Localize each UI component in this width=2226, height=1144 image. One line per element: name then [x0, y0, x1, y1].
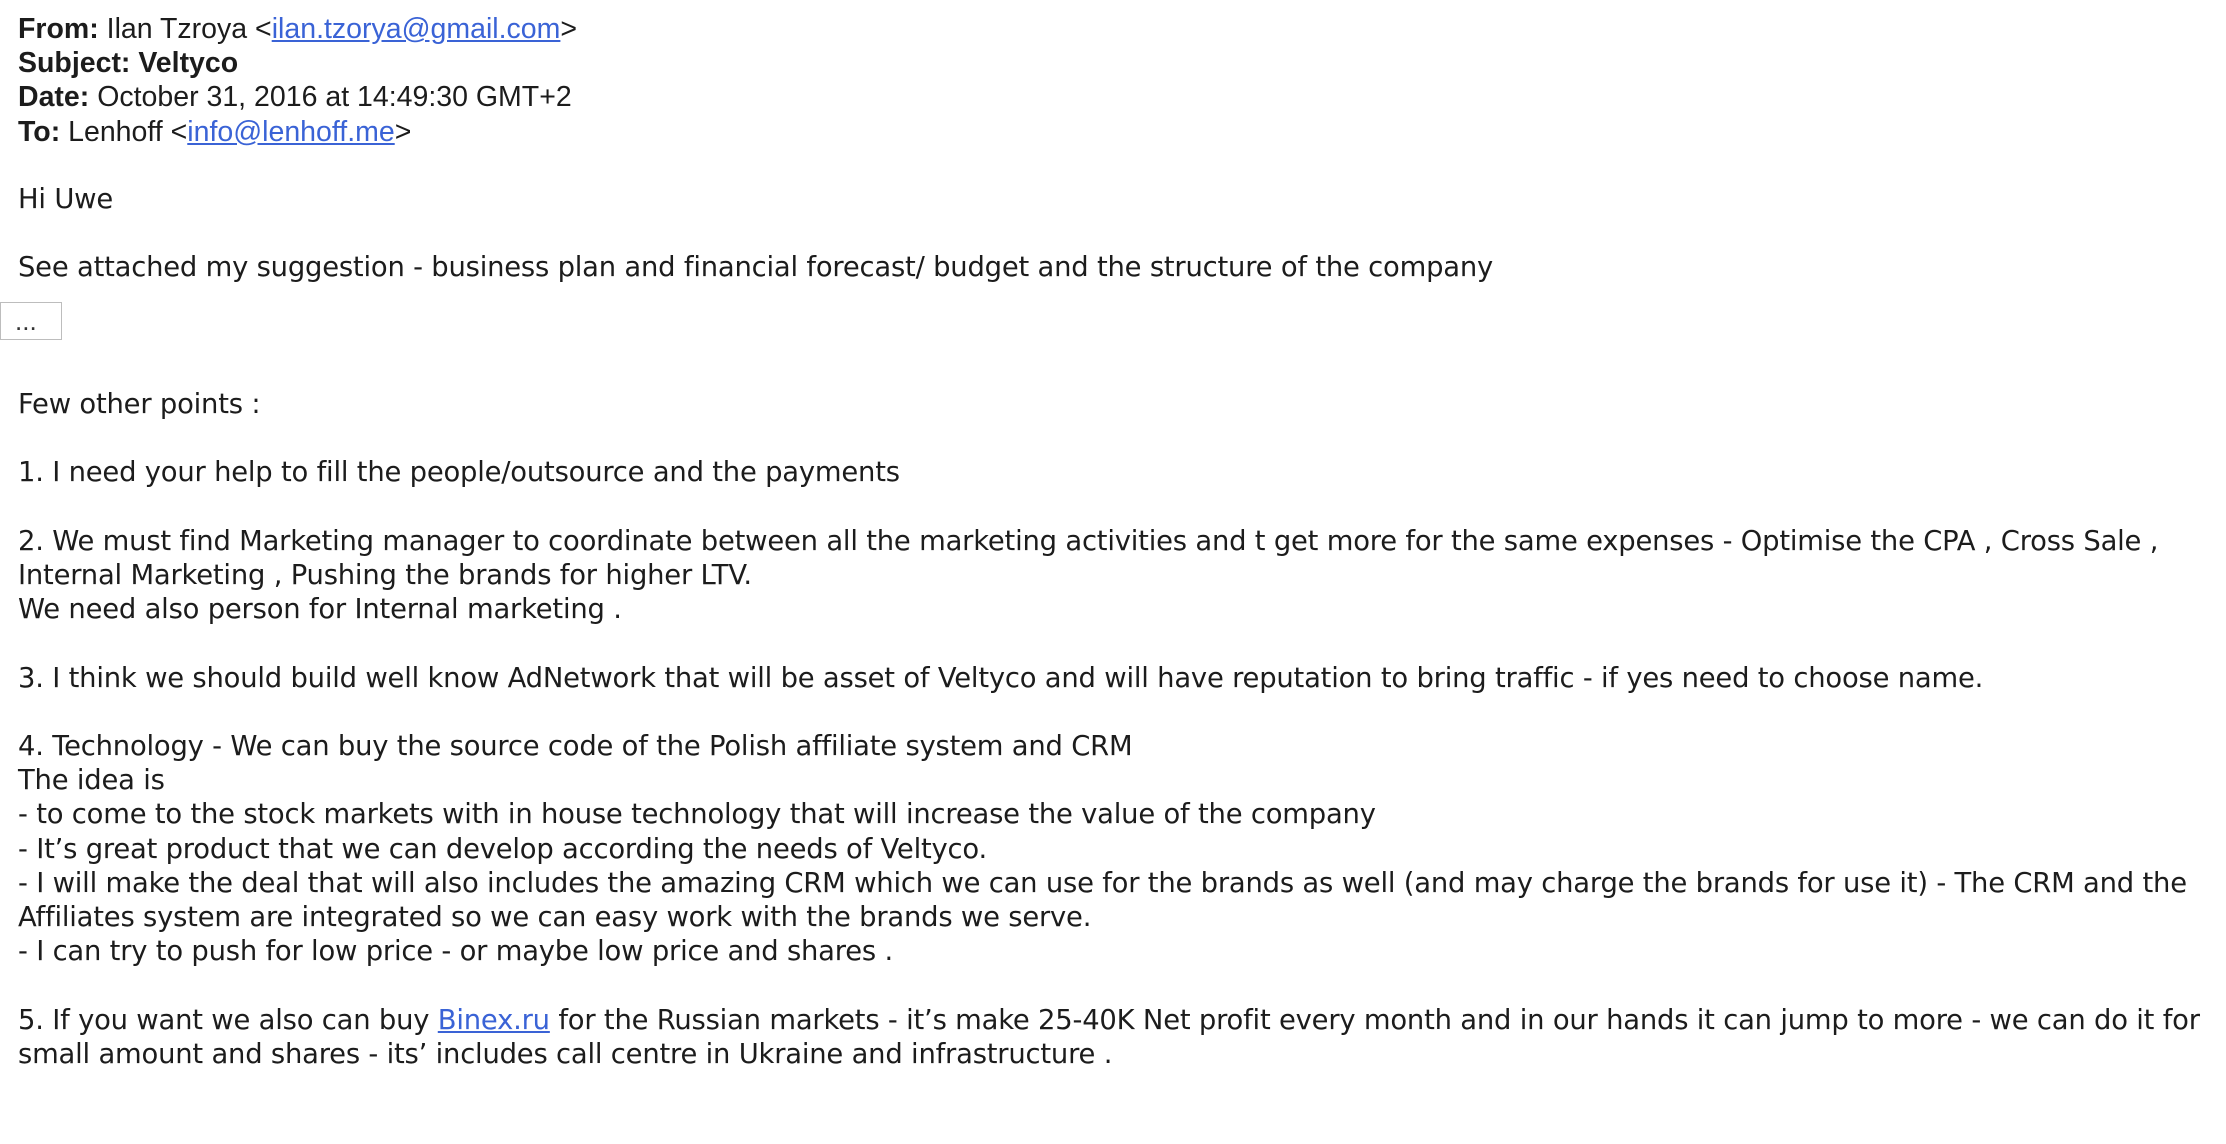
greeting: Hi Uwe	[18, 184, 114, 215]
from-close: >	[560, 13, 578, 45]
point-4-item-4: - I can try to push for low price - or maybe low price and shares .	[18, 936, 893, 968]
point-5-text-start: 5. If you want we also can buy	[18, 1004, 438, 1036]
point-2-main: 2. We must find Marketing manager to coordinate between all the marketing activities and t get more for the same expenses - Optimise the CPA , Cross Sale , Internal Marketing , Pushing the brands for higher LTV.	[18, 525, 2159, 591]
point-5-text-end: for the Russian markets - it’s make 25-40K Net profit every month and in our hands it can jump to more - we can do it for small amount and shares - its’ includes call centre in Ukraine and infrastructure .	[18, 1004, 2200, 1070]
to-name: Lenhoff <	[68, 115, 188, 148]
date-line	[18, 80, 2218, 114]
subject-label: Subject:	[18, 47, 131, 80]
to-close: >	[394, 115, 412, 148]
email-view	[15, 12, 2218, 1072]
from-name: Ilan Tzroya <	[106, 13, 272, 45]
point-4-item-3: - I will make the deal that will also includes the amazing CRM which we can use for the brands as well (and may charge the brands for use it) - The CRM and the Affiliates system are integrated so we can easy work with the brands we serve.	[18, 867, 2187, 933]
intro-text: See attached my suggestion - business plan and financial forecast/ budget and the structure of the company	[18, 252, 1494, 284]
email-body	[15, 149, 2218, 1072]
spacer	[18, 217, 2218, 251]
spacer	[18, 491, 2218, 525]
point-4-item-1: - to come to the stock markets with in house technology that will increase the value of the company	[18, 799, 1376, 831]
point-3: 3. I think we should build well know AdNetwork that will be asset of Veltyco and will have reputation to bring traffic - if yes need to choose name.	[18, 662, 1984, 694]
point-1: 1. I need your help to fill the people/outsource and the payments	[18, 457, 900, 489]
point-5	[18, 1004, 2218, 1072]
from-email-link[interactable]: ilan.tzorya@gmail.com	[271, 13, 561, 45]
spacer	[18, 969, 2218, 1003]
point-4-main: 4. Technology - We can buy the source code of the Polish affiliate system and CRM	[18, 730, 1133, 762]
binex-link[interactable]: Binex.ru	[437, 1004, 550, 1036]
spacer	[18, 149, 2218, 183]
subject-line	[18, 46, 2218, 80]
spacer	[18, 354, 2218, 388]
to-line	[18, 115, 2218, 149]
from-label: From:	[18, 13, 99, 45]
quoted-content-toggle-row	[15, 303, 2218, 337]
spacer	[18, 627, 2218, 661]
date-value: October 31, 2016 at 14:49:30 GMT+2	[97, 81, 572, 114]
points-intro: Few other points :	[18, 388, 261, 420]
point-2-extra: We need also person for Internal marketing .	[18, 594, 622, 626]
spacer	[18, 696, 2218, 730]
point-4-idea: The idea is	[18, 765, 165, 797]
to-label: To:	[18, 115, 61, 148]
to-email-link[interactable]: info@lenhoff.me	[187, 115, 395, 148]
subject-value: Veltyco	[138, 47, 239, 80]
spacer	[18, 422, 2218, 456]
point-4-item-2: - It’s great product that we can develop according the needs of Veltyco.	[18, 833, 987, 865]
show-more-button[interactable]: ...	[0, 302, 62, 340]
email-header	[18, 12, 2218, 149]
from-line	[18, 12, 2218, 46]
date-label: Date:	[18, 81, 90, 114]
